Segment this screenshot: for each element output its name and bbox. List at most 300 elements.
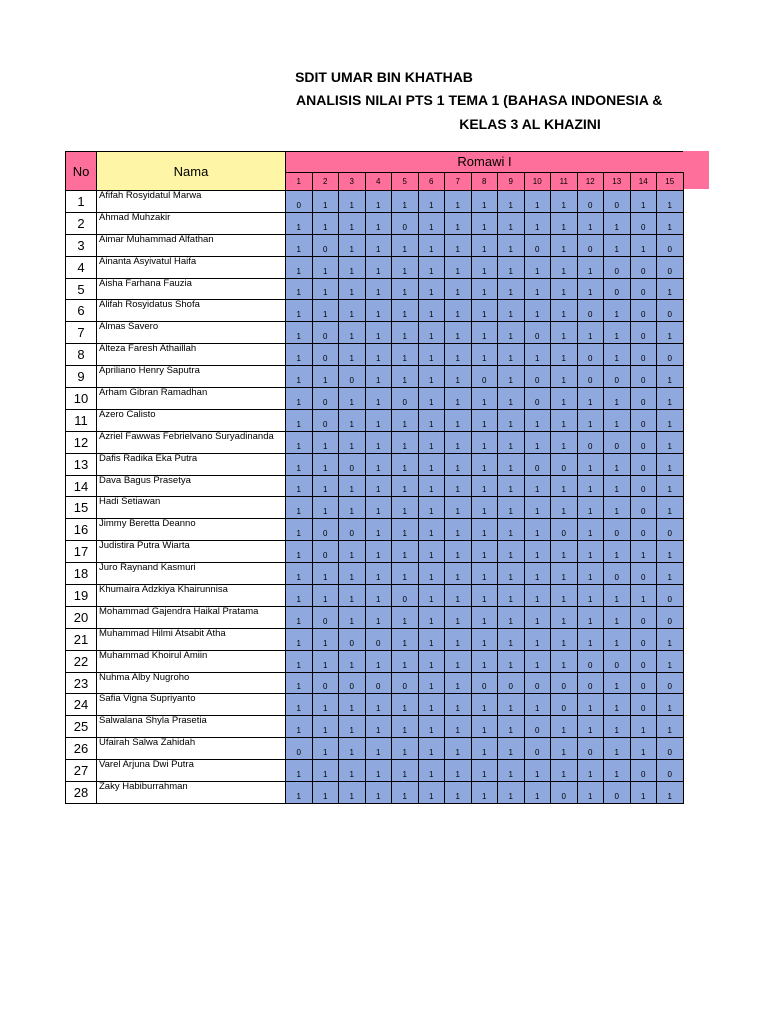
score-cell[interactable]: 1 — [392, 606, 419, 628]
row-number[interactable]: 5 — [66, 278, 97, 300]
score-cell[interactable]: 1 — [498, 300, 525, 322]
score-cell[interactable]: 1 — [365, 760, 392, 782]
score-cell[interactable]: 1 — [392, 563, 419, 585]
score-cell[interactable]: 1 — [392, 475, 419, 497]
score-cell[interactable]: 1 — [577, 278, 604, 300]
score-cell[interactable]: 1 — [524, 585, 551, 607]
score-cell[interactable]: 1 — [551, 388, 578, 410]
score-cell[interactable]: 1 — [392, 256, 419, 278]
score-cell[interactable]: 1 — [445, 278, 472, 300]
score-cell[interactable]: 1 — [524, 497, 551, 519]
score-cell[interactable]: 1 — [657, 431, 684, 453]
score-cell[interactable]: 0 — [630, 475, 657, 497]
score-cell[interactable]: 1 — [418, 694, 445, 716]
score-cell[interactable]: 1 — [392, 322, 419, 344]
student-name[interactable]: Ainanta Asyivatul Haifa — [97, 256, 286, 278]
student-name[interactable]: Ahmad Muhzakir — [97, 212, 286, 234]
score-cell[interactable]: 1 — [498, 388, 525, 410]
score-cell[interactable]: 1 — [445, 672, 472, 694]
score-cell[interactable]: 1 — [418, 300, 445, 322]
score-cell[interactable]: 1 — [551, 585, 578, 607]
score-cell[interactable]: 1 — [312, 628, 339, 650]
score-cell[interactable]: 1 — [339, 563, 366, 585]
score-cell[interactable]: 1 — [551, 278, 578, 300]
score-cell[interactable]: 1 — [392, 519, 419, 541]
score-cell[interactable]: 0 — [630, 606, 657, 628]
row-number[interactable]: 22 — [66, 650, 97, 672]
score-cell[interactable]: 1 — [657, 694, 684, 716]
score-cell[interactable]: 0 — [471, 672, 498, 694]
score-cell[interactable]: 1 — [657, 212, 684, 234]
score-cell[interactable]: 1 — [577, 541, 604, 563]
score-cell[interactable]: 1 — [339, 782, 366, 804]
score-cell[interactable]: 1 — [418, 519, 445, 541]
score-cell[interactable]: 1 — [339, 191, 366, 213]
score-cell[interactable]: 1 — [418, 278, 445, 300]
score-cell[interactable]: 1 — [339, 388, 366, 410]
score-cell[interactable]: 1 — [498, 606, 525, 628]
score-cell[interactable]: 1 — [551, 541, 578, 563]
score-cell[interactable]: 1 — [498, 716, 525, 738]
score-cell[interactable]: 1 — [604, 212, 631, 234]
score-cell[interactable]: 1 — [445, 300, 472, 322]
score-cell[interactable]: 0 — [630, 694, 657, 716]
score-cell[interactable]: 1 — [471, 344, 498, 366]
score-cell[interactable]: 1 — [577, 453, 604, 475]
score-cell[interactable]: 1 — [286, 716, 313, 738]
score-cell[interactable]: 1 — [630, 782, 657, 804]
score-cell[interactable]: 1 — [551, 322, 578, 344]
score-cell[interactable]: 1 — [524, 344, 551, 366]
student-name[interactable]: Jimmy Beretta Deanno — [97, 519, 286, 541]
student-name[interactable]: Juro Raynand Kasmuri — [97, 563, 286, 585]
score-cell[interactable]: 1 — [418, 541, 445, 563]
score-cell[interactable]: 1 — [471, 234, 498, 256]
row-number[interactable]: 14 — [66, 475, 97, 497]
score-cell[interactable]: 1 — [312, 431, 339, 453]
score-cell[interactable]: 1 — [312, 738, 339, 760]
score-cell[interactable]: 1 — [286, 409, 313, 431]
score-cell[interactable]: 0 — [392, 672, 419, 694]
score-cell[interactable]: 1 — [471, 585, 498, 607]
score-cell[interactable]: 1 — [657, 366, 684, 388]
score-cell[interactable]: 1 — [312, 300, 339, 322]
score-cell[interactable]: 1 — [445, 650, 472, 672]
score-cell[interactable]: 1 — [445, 344, 472, 366]
student-name[interactable]: Alteza Faresh Athaillah — [97, 344, 286, 366]
score-cell[interactable]: 0 — [524, 672, 551, 694]
score-cell[interactable]: 0 — [630, 672, 657, 694]
score-cell[interactable]: 1 — [286, 782, 313, 804]
score-cell[interactable]: 1 — [604, 694, 631, 716]
score-cell[interactable]: 0 — [604, 519, 631, 541]
row-number[interactable]: 18 — [66, 563, 97, 585]
score-cell[interactable]: 1 — [339, 212, 366, 234]
score-cell[interactable]: 0 — [604, 431, 631, 453]
score-cell[interactable]: 1 — [312, 497, 339, 519]
score-cell[interactable]: 0 — [630, 212, 657, 234]
score-cell[interactable]: 1 — [339, 278, 366, 300]
score-cell[interactable]: 1 — [657, 278, 684, 300]
score-cell[interactable]: 1 — [551, 212, 578, 234]
score-cell[interactable]: 1 — [392, 628, 419, 650]
score-cell[interactable]: 1 — [339, 431, 366, 453]
score-cell[interactable]: 1 — [392, 300, 419, 322]
score-cell[interactable]: 1 — [630, 738, 657, 760]
score-cell[interactable]: 0 — [339, 672, 366, 694]
row-number[interactable]: 8 — [66, 344, 97, 366]
score-cell[interactable]: 1 — [339, 344, 366, 366]
score-cell[interactable]: 1 — [471, 563, 498, 585]
score-cell[interactable]: 1 — [365, 278, 392, 300]
score-cell[interactable]: 1 — [445, 694, 472, 716]
score-cell[interactable]: 0 — [551, 453, 578, 475]
score-cell[interactable]: 1 — [551, 497, 578, 519]
score-cell[interactable]: 1 — [445, 760, 472, 782]
score-cell[interactable]: 0 — [630, 388, 657, 410]
score-cell[interactable]: 1 — [312, 782, 339, 804]
row-number[interactable]: 1 — [66, 191, 97, 213]
student-name[interactable]: Safia Vigna Supriyanto — [97, 694, 286, 716]
score-cell[interactable]: 1 — [339, 606, 366, 628]
score-cell[interactable]: 0 — [630, 453, 657, 475]
score-cell[interactable]: 1 — [365, 256, 392, 278]
score-cell[interactable]: 1 — [339, 322, 366, 344]
score-cell[interactable]: 0 — [577, 738, 604, 760]
score-cell[interactable]: 1 — [551, 738, 578, 760]
score-cell[interactable]: 1 — [418, 672, 445, 694]
score-cell[interactable]: 1 — [339, 256, 366, 278]
score-cell[interactable]: 1 — [392, 760, 419, 782]
student-name[interactable]: Arham Gibran Ramadhan — [97, 388, 286, 410]
score-cell[interactable]: 1 — [418, 191, 445, 213]
score-cell[interactable]: 1 — [604, 344, 631, 366]
score-cell[interactable]: 1 — [630, 585, 657, 607]
score-cell[interactable]: 1 — [418, 606, 445, 628]
score-cell[interactable]: 1 — [577, 256, 604, 278]
score-cell[interactable]: 1 — [392, 278, 419, 300]
score-cell[interactable]: 1 — [604, 606, 631, 628]
row-number[interactable]: 2 — [66, 212, 97, 234]
score-cell[interactable]: 1 — [418, 782, 445, 804]
score-cell[interactable]: 1 — [312, 716, 339, 738]
score-cell[interactable]: 1 — [577, 409, 604, 431]
score-cell[interactable]: 1 — [524, 256, 551, 278]
row-number[interactable]: 20 — [66, 606, 97, 628]
score-cell[interactable]: 1 — [498, 453, 525, 475]
score-cell[interactable]: 1 — [471, 694, 498, 716]
score-cell[interactable]: 1 — [657, 388, 684, 410]
score-cell[interactable]: 1 — [604, 497, 631, 519]
score-cell[interactable]: 1 — [498, 344, 525, 366]
score-cell[interactable]: 1 — [392, 738, 419, 760]
score-cell[interactable]: 1 — [471, 431, 498, 453]
score-cell[interactable]: 1 — [498, 212, 525, 234]
score-cell[interactable]: 1 — [339, 541, 366, 563]
score-cell[interactable]: 1 — [392, 497, 419, 519]
score-cell[interactable]: 1 — [392, 409, 419, 431]
score-cell[interactable]: 1 — [365, 563, 392, 585]
score-cell[interactable]: 0 — [524, 388, 551, 410]
score-cell[interactable]: 1 — [577, 563, 604, 585]
score-cell[interactable]: 0 — [312, 541, 339, 563]
score-cell[interactable]: 1 — [630, 191, 657, 213]
score-cell[interactable]: 1 — [630, 234, 657, 256]
student-name[interactable]: Azriel Fawwas Febrielvano Suryadinanda — [97, 431, 286, 453]
score-cell[interactable]: 1 — [498, 256, 525, 278]
row-number[interactable]: 3 — [66, 234, 97, 256]
student-name[interactable]: Khumaira Adzkiya Khairunnisa — [97, 585, 286, 607]
score-cell[interactable]: 1 — [498, 650, 525, 672]
score-cell[interactable]: 0 — [312, 519, 339, 541]
score-cell[interactable]: 1 — [657, 191, 684, 213]
score-cell[interactable]: 0 — [630, 431, 657, 453]
score-cell[interactable]: 0 — [339, 366, 366, 388]
score-cell[interactable]: 1 — [445, 322, 472, 344]
score-cell[interactable]: 0 — [604, 366, 631, 388]
score-cell[interactable]: 0 — [312, 672, 339, 694]
score-cell[interactable]: 1 — [365, 366, 392, 388]
row-number[interactable]: 13 — [66, 453, 97, 475]
score-cell[interactable]: 0 — [630, 300, 657, 322]
score-cell[interactable]: 1 — [657, 475, 684, 497]
score-cell[interactable]: 1 — [498, 760, 525, 782]
student-name[interactable]: Salwalana Shyla Prasetia — [97, 716, 286, 738]
score-cell[interactable]: 1 — [365, 694, 392, 716]
score-cell[interactable]: 0 — [630, 497, 657, 519]
score-cell[interactable]: 1 — [418, 431, 445, 453]
score-cell[interactable]: 1 — [604, 628, 631, 650]
score-cell[interactable]: 1 — [392, 716, 419, 738]
score-cell[interactable]: 1 — [471, 519, 498, 541]
score-cell[interactable]: 1 — [445, 606, 472, 628]
score-cell[interactable]: 1 — [392, 191, 419, 213]
score-cell[interactable]: 1 — [445, 541, 472, 563]
score-cell[interactable]: 1 — [339, 300, 366, 322]
score-cell[interactable]: 1 — [551, 300, 578, 322]
score-cell[interactable]: 1 — [498, 366, 525, 388]
score-cell[interactable]: 1 — [286, 300, 313, 322]
score-cell[interactable]: 1 — [524, 212, 551, 234]
score-cell[interactable]: 1 — [339, 475, 366, 497]
score-cell[interactable]: 0 — [524, 366, 551, 388]
score-cell[interactable]: 0 — [577, 300, 604, 322]
score-cell[interactable]: 0 — [312, 388, 339, 410]
score-cell[interactable]: 1 — [445, 388, 472, 410]
score-cell[interactable]: 1 — [392, 234, 419, 256]
score-cell[interactable]: 1 — [392, 782, 419, 804]
score-cell[interactable]: 1 — [286, 563, 313, 585]
score-cell[interactable]: 1 — [392, 453, 419, 475]
row-number[interactable]: 10 — [66, 388, 97, 410]
score-cell[interactable]: 1 — [365, 650, 392, 672]
score-cell[interactable]: 0 — [524, 322, 551, 344]
score-cell[interactable]: 0 — [339, 628, 366, 650]
score-cell[interactable]: 1 — [471, 388, 498, 410]
score-cell[interactable]: 1 — [445, 497, 472, 519]
score-cell[interactable]: 0 — [604, 256, 631, 278]
score-cell[interactable]: 1 — [445, 738, 472, 760]
score-cell[interactable]: 1 — [286, 497, 313, 519]
row-number[interactable]: 23 — [66, 672, 97, 694]
score-cell[interactable]: 1 — [471, 541, 498, 563]
score-cell[interactable]: 1 — [339, 585, 366, 607]
score-cell[interactable]: 1 — [339, 650, 366, 672]
score-cell[interactable]: 0 — [577, 650, 604, 672]
score-cell[interactable]: 0 — [392, 212, 419, 234]
score-cell[interactable]: 1 — [498, 628, 525, 650]
student-name[interactable]: Alifah Rosyidatus Shofa — [97, 300, 286, 322]
score-cell[interactable]: 1 — [604, 388, 631, 410]
score-cell[interactable]: 1 — [577, 585, 604, 607]
score-cell[interactable]: 1 — [418, 563, 445, 585]
score-cell[interactable]: 1 — [498, 322, 525, 344]
score-cell[interactable]: 1 — [577, 322, 604, 344]
student-name[interactable]: Dafis Radika Eka Putra — [97, 453, 286, 475]
score-cell[interactable]: 0 — [657, 760, 684, 782]
score-cell[interactable]: 0 — [630, 322, 657, 344]
score-cell[interactable]: 1 — [418, 760, 445, 782]
score-cell[interactable]: 1 — [471, 278, 498, 300]
score-cell[interactable]: 1 — [312, 366, 339, 388]
score-cell[interactable]: 1 — [577, 497, 604, 519]
score-cell[interactable]: 0 — [312, 606, 339, 628]
score-cell[interactable]: 0 — [577, 431, 604, 453]
score-cell[interactable]: 1 — [551, 475, 578, 497]
score-cell[interactable]: 1 — [551, 628, 578, 650]
score-cell[interactable]: 1 — [286, 650, 313, 672]
score-cell[interactable]: 1 — [286, 278, 313, 300]
row-number[interactable]: 17 — [66, 541, 97, 563]
score-cell[interactable]: 1 — [551, 191, 578, 213]
row-number[interactable]: 16 — [66, 519, 97, 541]
score-cell[interactable]: 1 — [577, 606, 604, 628]
student-name[interactable]: Muhammad Hilmi Atsabit Atha — [97, 628, 286, 650]
score-cell[interactable]: 1 — [312, 585, 339, 607]
score-cell[interactable]: 1 — [657, 628, 684, 650]
score-cell[interactable]: 0 — [657, 585, 684, 607]
score-cell[interactable]: 1 — [365, 344, 392, 366]
score-cell[interactable]: 1 — [418, 388, 445, 410]
score-cell[interactable]: 1 — [445, 212, 472, 234]
score-cell[interactable]: 1 — [604, 409, 631, 431]
score-cell[interactable]: 1 — [418, 322, 445, 344]
score-cell[interactable]: 1 — [286, 694, 313, 716]
score-cell[interactable]: 0 — [312, 234, 339, 256]
score-cell[interactable]: 1 — [392, 344, 419, 366]
score-cell[interactable]: 0 — [498, 672, 525, 694]
score-cell[interactable]: 1 — [286, 322, 313, 344]
score-cell[interactable]: 1 — [445, 563, 472, 585]
score-cell[interactable]: 0 — [577, 672, 604, 694]
score-cell[interactable]: 1 — [392, 694, 419, 716]
score-cell[interactable]: 0 — [604, 782, 631, 804]
score-cell[interactable]: 1 — [312, 650, 339, 672]
score-cell[interactable]: 1 — [418, 716, 445, 738]
score-cell[interactable]: 1 — [471, 716, 498, 738]
score-cell[interactable]: 1 — [418, 475, 445, 497]
score-cell[interactable]: 1 — [445, 716, 472, 738]
score-cell[interactable]: 1 — [471, 782, 498, 804]
score-cell[interactable]: 1 — [471, 322, 498, 344]
score-cell[interactable]: 1 — [498, 563, 525, 585]
score-cell[interactable]: 1 — [471, 475, 498, 497]
score-cell[interactable]: 1 — [657, 322, 684, 344]
score-cell[interactable]: 1 — [339, 694, 366, 716]
score-cell[interactable]: 1 — [498, 541, 525, 563]
score-cell[interactable]: 1 — [365, 191, 392, 213]
score-cell[interactable]: 1 — [604, 672, 631, 694]
row-number[interactable]: 11 — [66, 409, 97, 431]
score-cell[interactable]: 1 — [551, 366, 578, 388]
score-cell[interactable]: 0 — [286, 738, 313, 760]
score-cell[interactable]: 1 — [604, 716, 631, 738]
score-cell[interactable]: 1 — [524, 519, 551, 541]
score-cell[interactable]: 0 — [657, 256, 684, 278]
score-cell[interactable]: 1 — [524, 300, 551, 322]
score-cell[interactable]: 1 — [577, 388, 604, 410]
score-cell[interactable]: 1 — [339, 234, 366, 256]
score-cell[interactable]: 0 — [657, 344, 684, 366]
score-cell[interactable]: 1 — [657, 563, 684, 585]
score-cell[interactable]: 1 — [418, 256, 445, 278]
row-number[interactable]: 4 — [66, 256, 97, 278]
score-cell[interactable]: 1 — [630, 716, 657, 738]
score-cell[interactable]: 1 — [339, 497, 366, 519]
score-cell[interactable]: 0 — [312, 409, 339, 431]
score-cell[interactable]: 1 — [286, 234, 313, 256]
score-cell[interactable]: 1 — [392, 650, 419, 672]
score-cell[interactable]: 1 — [365, 322, 392, 344]
row-number[interactable]: 15 — [66, 497, 97, 519]
score-cell[interactable]: 1 — [339, 760, 366, 782]
student-name[interactable]: Nuhma Alby Nugroho — [97, 672, 286, 694]
score-cell[interactable]: 0 — [657, 234, 684, 256]
score-cell[interactable]: 1 — [339, 738, 366, 760]
score-cell[interactable]: 1 — [604, 475, 631, 497]
score-cell[interactable]: 1 — [524, 475, 551, 497]
score-cell[interactable]: 0 — [524, 716, 551, 738]
score-cell[interactable]: 1 — [312, 212, 339, 234]
score-cell[interactable]: 1 — [286, 256, 313, 278]
row-number[interactable]: 24 — [66, 694, 97, 716]
score-cell[interactable]: 1 — [418, 366, 445, 388]
score-cell[interactable]: 1 — [445, 782, 472, 804]
row-number[interactable]: 25 — [66, 716, 97, 738]
score-cell[interactable]: 1 — [471, 497, 498, 519]
score-cell[interactable]: 1 — [604, 453, 631, 475]
score-cell[interactable]: 1 — [524, 278, 551, 300]
score-cell[interactable]: 0 — [312, 322, 339, 344]
score-cell[interactable]: 1 — [286, 672, 313, 694]
score-cell[interactable]: 1 — [630, 541, 657, 563]
score-cell[interactable]: 1 — [524, 431, 551, 453]
score-cell[interactable]: 1 — [498, 431, 525, 453]
score-cell[interactable]: 1 — [551, 760, 578, 782]
score-cell[interactable]: 1 — [445, 234, 472, 256]
score-cell[interactable]: 1 — [604, 541, 631, 563]
score-cell[interactable]: 0 — [657, 300, 684, 322]
score-cell[interactable]: 0 — [286, 191, 313, 213]
score-cell[interactable]: 1 — [365, 541, 392, 563]
score-cell[interactable]: 1 — [604, 322, 631, 344]
score-cell[interactable]: 1 — [365, 388, 392, 410]
score-cell[interactable]: 1 — [524, 628, 551, 650]
score-cell[interactable]: 1 — [577, 782, 604, 804]
score-cell[interactable]: 0 — [312, 344, 339, 366]
score-cell[interactable]: 1 — [524, 191, 551, 213]
score-cell[interactable]: 1 — [471, 738, 498, 760]
